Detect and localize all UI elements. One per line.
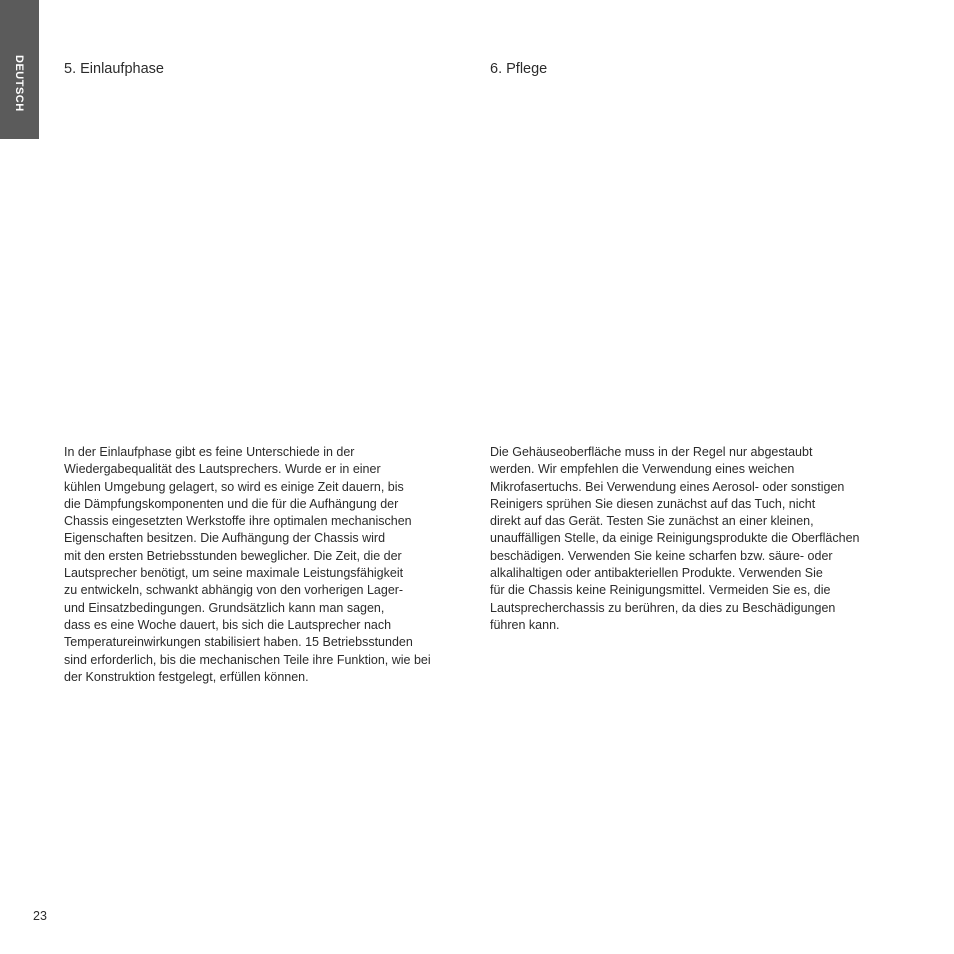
text-line: werden. Wir empfehlen die Verwendung eines weichen — [490, 462, 795, 477]
text-line: der Konstruktion festgelegt, erfüllen können. — [64, 669, 309, 684]
text-line: dass es eine Woche dauert, bis sich die Lautsprecher nach — [64, 617, 392, 632]
text-line: Eigenschaften besitzen. Die Aufhängung der Chassis wird — [64, 531, 386, 546]
text-line: Mikrofasertuchs. Bei Verwendung eines Aerosol- oder sonstigen — [490, 479, 845, 494]
text-line: In der Einlaufphase gibt es feine Unterschiede in der — [64, 445, 355, 459]
text-line: mit den ersten Betriebsstunden beweglicher. Die Zeit, die der — [64, 548, 402, 563]
language-label: DEUTSCH — [13, 55, 25, 112]
text-line: für die Chassis keine Reinigungsmittel. Vermeiden Sie es, die — [490, 583, 831, 598]
section-heading-einlaufphase: 5. Einlaufphase — [64, 61, 164, 77]
text-line: alkalihaltigen oder antibakteriellen Produkte. Verwenden Sie — [490, 566, 823, 581]
text-line: zu entwickeln, schwankt abhängig von den vorherigen Lager- — [64, 583, 404, 598]
text-line: beschädigen. Verwenden Sie keine scharfen bzw. säure- oder — [490, 548, 833, 563]
text-line: und Einsatzbedingungen. Grundsätzlich kann man sagen, — [64, 600, 385, 615]
text-line: direkt auf das Gerät. Testen Sie zunächst an einer kleinen, — [490, 514, 814, 529]
section-body-pflege — [490, 444, 890, 634]
text-line: unauffälligen Stelle, da einige Reinigungsprodukte die Oberflächen — [490, 531, 860, 546]
section-heading-pflege: 6. Pflege — [490, 61, 548, 77]
language-tab — [0, 0, 39, 139]
text-line: sind erforderlich, bis die mechanischen Teile ihre Funktion, wie bei — [64, 652, 431, 667]
page-number: 23 — [33, 909, 47, 923]
text-line: Lautsprecherchassis zu berühren, da dies zu Beschädigungen — [490, 600, 836, 615]
text-line: Die Gehäuseoberfläche muss in der Regel nur abgestaubt — [490, 445, 813, 459]
text-line: kühlen Umgebung gelagert, so wird es einige Zeit dauern, bis — [64, 479, 404, 494]
text-line: Wiedergabequalität des Lautsprechers. Wurde er in einer — [64, 462, 381, 477]
text-line: Lautsprecher benötigt, um seine maximale Leistungsfähigkeit — [64, 566, 404, 581]
text-line: Temperatureinwirkungen stabilisiert haben. 15 Betriebsstunden — [64, 635, 413, 650]
text-line: Reinigers sprühen Sie diesen zunächst auf das Tuch, nicht — [490, 496, 816, 511]
text-line: Chassis eingesetzten Werkstoffe ihre optimalen mechanischen — [64, 514, 412, 529]
section-body-einlaufphase — [64, 444, 464, 686]
text-line: die Dämpfungskomponenten und die für die Aufhängung der — [64, 496, 399, 511]
text-line: führen kann. — [490, 617, 560, 632]
